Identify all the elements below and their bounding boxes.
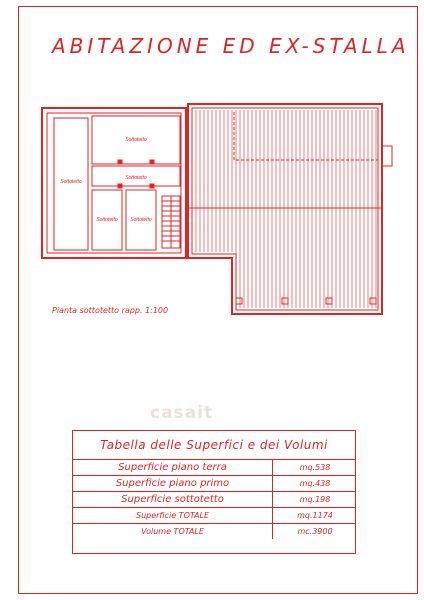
row-label: Volume TOTALE [73,524,273,539]
row-label: Superficie TOTALE [73,508,273,523]
row-value: mq.538 [299,463,331,472]
table-row [73,475,355,491]
row-label: Superficie piano terra [73,460,273,475]
stalla-outline [188,104,382,314]
bay-window [382,146,392,166]
row-label: Superficie piano primo [73,476,273,491]
row-label: Superficie sottotetto [73,492,273,507]
table-row [73,507,355,523]
room-label-bottom-b: Sottotetto [130,217,152,223]
table-title: Tabella delle Superfici e dei Volumi [100,438,328,452]
stair-treads [162,196,180,248]
room-label-middle: Sottotetto [125,175,147,181]
drawing-title: ABITAZIONE ED EX-STALLA [52,34,410,58]
room-label-top-right: Sottotetto [125,137,147,143]
table-row [73,491,355,507]
plan-caption: Pianta sottotetto rapp. 1:100 [52,306,169,315]
room-label-left: Sottotetto [60,179,82,185]
room-label-bottom-a: Sottotetto [96,217,118,223]
table-row [73,459,355,475]
row-value: mc.3900 [297,527,333,536]
row-value: mq.1174 [297,511,333,520]
roof-recess-line [234,112,378,160]
row-value: mq.198 [299,495,331,504]
row-value: mq.438 [299,479,331,488]
watermark-logo: casait [150,403,214,423]
roof-rafters [196,110,376,308]
surfaces-table [72,430,356,554]
table-row [73,523,355,541]
